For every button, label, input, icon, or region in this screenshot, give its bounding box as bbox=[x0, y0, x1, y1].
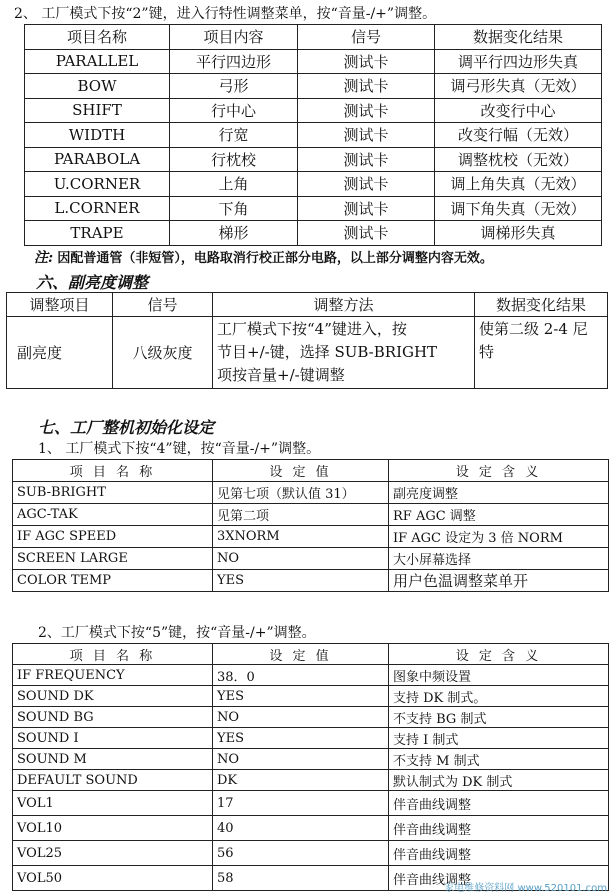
heading-2: 2、 工厂模式下按“2”键，进入行特性调整菜单，按“音量-/+”调整。 bbox=[14, 6, 437, 22]
table-cell: SHIFT bbox=[25, 98, 170, 123]
table-cell: BOW bbox=[25, 74, 170, 99]
table-cell: SUB-BRIGHT bbox=[13, 482, 213, 504]
table-cell: 见第七项（默认值 31） bbox=[213, 482, 389, 504]
table-cell: 测试卡 bbox=[298, 123, 435, 148]
table-cell: 支持 DK 制式。 bbox=[389, 686, 609, 707]
table-row bbox=[13, 504, 609, 526]
table-cell: VOL50 bbox=[13, 866, 213, 891]
table-cell-item: 副亮度 bbox=[7, 317, 113, 389]
table-row bbox=[25, 147, 602, 172]
table-cell: 测试卡 bbox=[298, 172, 435, 197]
table-cell: 图象中频设置 bbox=[389, 665, 609, 686]
table-cell: 调下角失真（无效） bbox=[435, 196, 602, 221]
table-cell: WIDTH bbox=[25, 123, 170, 148]
table-row bbox=[13, 770, 609, 791]
table-init-4 bbox=[12, 459, 609, 592]
table-cell: DEFAULT SOUND bbox=[13, 770, 213, 791]
table-row bbox=[7, 317, 608, 389]
table-cell: YES bbox=[213, 570, 389, 592]
table-cell: 梯形 bbox=[170, 221, 298, 246]
table-cell: 58 bbox=[213, 866, 389, 891]
table-cell: 调平行四边形失真 bbox=[435, 49, 602, 74]
table-cell: COLOR TEMP bbox=[13, 570, 213, 592]
table-cell: 调弓形失真（无效） bbox=[435, 74, 602, 99]
table-cell: 伴音曲线调整 bbox=[389, 791, 609, 816]
note-label: 注: bbox=[34, 250, 54, 266]
table-cell: VOL1 bbox=[13, 791, 213, 816]
table-cell: PARALLEL bbox=[25, 49, 170, 74]
method-line: 节目+/-键，选择 SUB-BRIGHT bbox=[217, 343, 438, 361]
table-header-row bbox=[7, 293, 608, 317]
watermark: 家电维修资料网 www.520101.com bbox=[444, 883, 607, 894]
table-cell: 弓形 bbox=[170, 74, 298, 99]
table-cell: NO bbox=[213, 707, 389, 728]
table-header-row bbox=[13, 460, 609, 482]
table-cell-result bbox=[475, 317, 608, 389]
table-cell: NO bbox=[213, 548, 389, 570]
table-cell: 平行四边形 bbox=[170, 49, 298, 74]
table-row bbox=[13, 686, 609, 707]
table-row bbox=[13, 665, 609, 686]
table-cell: 改变行中心 bbox=[435, 98, 602, 123]
table-header-row bbox=[25, 25, 602, 50]
table-cell: L.CORNER bbox=[25, 196, 170, 221]
table-cell: 调梯形失真 bbox=[435, 221, 602, 246]
table-cell: 测试卡 bbox=[298, 196, 435, 221]
table-cell: 40 bbox=[213, 816, 389, 841]
table-cell: YES bbox=[213, 728, 389, 749]
note-text: 因配普通管（非短管），电路取消行校正部分电路，以上部分调整内容无效。 bbox=[57, 251, 493, 266]
header-cell: 调整方法 bbox=[213, 293, 475, 317]
table-init-5 bbox=[12, 643, 609, 891]
table-cell: 默认制式为 DK 制式 bbox=[389, 770, 609, 791]
table-cell: 行枕校 bbox=[170, 147, 298, 172]
table-row bbox=[13, 728, 609, 749]
table-cell: 伴音曲线调整 bbox=[389, 866, 609, 891]
table-cell: SOUND BG bbox=[13, 707, 213, 728]
table-cell: 56 bbox=[213, 841, 389, 866]
table-row bbox=[13, 707, 609, 728]
table-cell-signal: 八级灰度 bbox=[113, 317, 213, 389]
table-cell: 支持 I 制式 bbox=[389, 728, 609, 749]
table-row bbox=[13, 526, 609, 548]
section-6-title: 六、副亮度调整 bbox=[36, 273, 149, 292]
table-cell: 测试卡 bbox=[298, 221, 435, 246]
table-cell: 不支持 BG 制式 bbox=[389, 707, 609, 728]
table-cell: PARABOLA bbox=[25, 147, 170, 172]
table-cell: 17 bbox=[213, 791, 389, 816]
table-cell: VOL10 bbox=[13, 816, 213, 841]
heading-7-2: 2、工厂模式下按“5”键，按“音量-/+”调整。 bbox=[38, 625, 316, 641]
table-cell: 上角 bbox=[170, 172, 298, 197]
note-line bbox=[34, 247, 493, 267]
table-cell: 不支持 M 制式 bbox=[389, 749, 609, 770]
table-sub-brightness bbox=[6, 292, 608, 389]
table-row bbox=[25, 221, 602, 246]
table-row bbox=[25, 172, 602, 197]
table-cell: 用户色温调整菜单开 bbox=[389, 570, 609, 592]
section-7-title: 七、工厂整机初始化设定 bbox=[38, 418, 215, 437]
table-cell: 改变行幅（无效） bbox=[435, 123, 602, 148]
result-line: 特 bbox=[479, 343, 495, 361]
table-row bbox=[13, 570, 609, 592]
table-row bbox=[25, 196, 602, 221]
table-row bbox=[25, 49, 602, 74]
table-cell: RF AGC 调整 bbox=[389, 504, 609, 526]
table-cell: 大小屏幕选择 bbox=[389, 548, 609, 570]
table-cell: 测试卡 bbox=[298, 49, 435, 74]
table-cell: NO bbox=[213, 749, 389, 770]
header-cell: 数据变化结果 bbox=[475, 293, 608, 317]
table-row bbox=[13, 482, 609, 504]
header-cell: 设 定 值 bbox=[213, 460, 389, 482]
table-cell: VOL25 bbox=[13, 841, 213, 866]
heading-7-1: 1、 工厂模式下按“4”键，按“音量-/+”调整。 bbox=[38, 441, 321, 457]
table-row bbox=[25, 74, 602, 99]
table-cell: 38．0 bbox=[213, 665, 389, 686]
table-cell: SCREEN LARGE bbox=[13, 548, 213, 570]
table-row bbox=[13, 841, 609, 866]
header-cell: 设 定 含 义 bbox=[389, 644, 609, 665]
header-cell: 设 定 含 义 bbox=[389, 460, 609, 482]
table-cell: 下角 bbox=[170, 196, 298, 221]
table-cell: DK bbox=[213, 770, 389, 791]
table-cell: SOUND I bbox=[13, 728, 213, 749]
table-row bbox=[13, 791, 609, 816]
table-cell: IF FREQUENCY bbox=[13, 665, 213, 686]
header-cell: 项 目 名 称 bbox=[13, 644, 213, 665]
method-line: 工厂模式下按“4”键进入，按 bbox=[217, 320, 407, 338]
table-cell: IF AGC SPEED bbox=[13, 526, 213, 548]
table-cell: TRAPE bbox=[25, 221, 170, 246]
table-cell: SOUND M bbox=[13, 749, 213, 770]
table-line-characteristics bbox=[24, 24, 602, 246]
table-cell: 调整枕校（无效） bbox=[435, 147, 602, 172]
table-cell-method bbox=[213, 317, 475, 389]
header-cell: 信号 bbox=[113, 293, 213, 317]
table-row bbox=[25, 123, 602, 148]
table-cell: 测试卡 bbox=[298, 147, 435, 172]
header-cell: 数据变化结果 bbox=[435, 25, 602, 50]
table-cell: AGC-TAK bbox=[13, 504, 213, 526]
table-cell: YES bbox=[213, 686, 389, 707]
table-cell: 测试卡 bbox=[298, 98, 435, 123]
table-cell: SOUND DK bbox=[13, 686, 213, 707]
method-line: 项按音量+/-键调整 bbox=[217, 366, 345, 384]
table-row bbox=[25, 98, 602, 123]
header-cell: 调整项目 bbox=[7, 293, 113, 317]
table-row bbox=[13, 548, 609, 570]
table-cell: 调上角失真（无效） bbox=[435, 172, 602, 197]
header-cell: 项目名称 bbox=[25, 25, 170, 50]
table-cell: 副亮度调整 bbox=[389, 482, 609, 504]
table-header-row bbox=[13, 644, 609, 665]
table-cell: 行中心 bbox=[170, 98, 298, 123]
result-line: 使第二级 2-4 尼 bbox=[479, 320, 588, 338]
table-row bbox=[13, 816, 609, 841]
table-row bbox=[13, 749, 609, 770]
table-cell: 伴音曲线调整 bbox=[389, 816, 609, 841]
header-cell: 信号 bbox=[298, 25, 435, 50]
table-cell: IF AGC 设定为 3 倍 NORM bbox=[389, 526, 609, 548]
header-cell: 设 定 值 bbox=[213, 644, 389, 665]
header-cell: 项目内容 bbox=[170, 25, 298, 50]
table-cell: 见第二项 bbox=[213, 504, 389, 526]
table-cell: 行宽 bbox=[170, 123, 298, 148]
table-cell: 测试卡 bbox=[298, 74, 435, 99]
table-cell: 3XNORM bbox=[213, 526, 389, 548]
table-cell: 伴音曲线调整 bbox=[389, 841, 609, 866]
header-cell: 项 目 名 称 bbox=[13, 460, 213, 482]
table-cell: U.CORNER bbox=[25, 172, 170, 197]
